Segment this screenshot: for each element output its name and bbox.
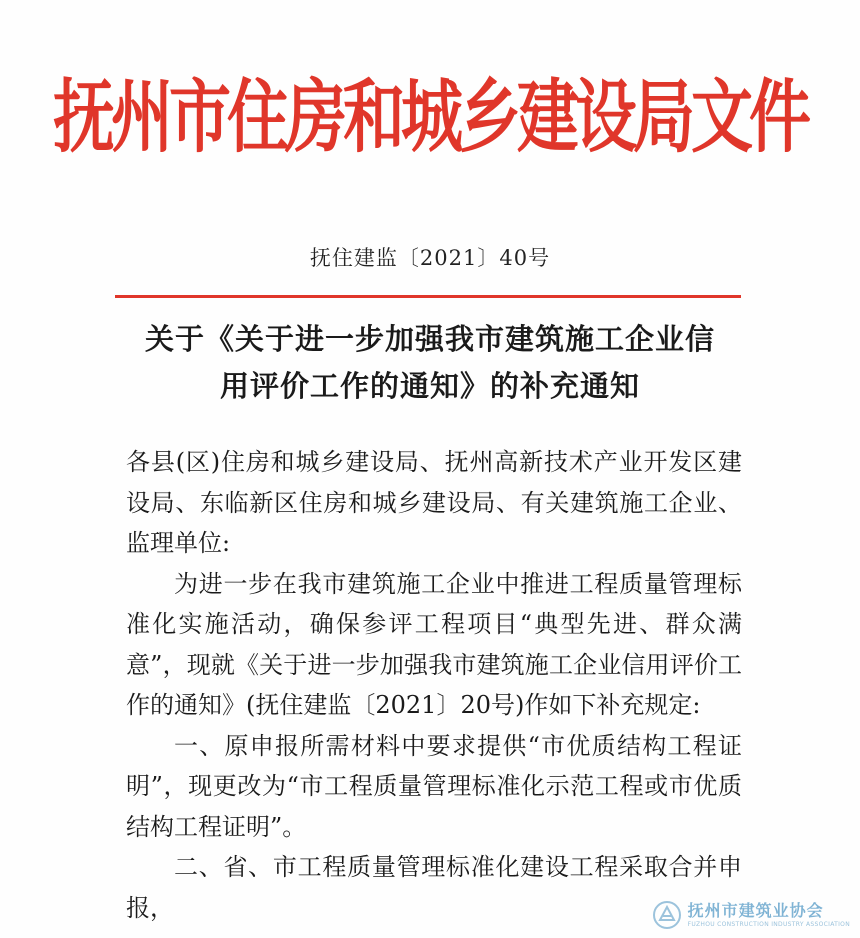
document-title-line-1: 关于《关于进一步加强我市建筑施工企业信: [144, 322, 715, 356]
body-paragraph-intro: 为进一步在我市建筑施工企业中推进工程质量管理标准化实施活动，确保参评工程项目“典型先进、群众满意”，现就《关于进一步加强我市建筑施工企业信用评价工作的通知》(抚住建监〔2021〕20号)作如下补充规定:: [126, 569, 742, 719]
association-name-cn: 抚州市建筑业协会: [687, 900, 824, 920]
association-watermark: [652, 900, 850, 930]
association-name-en: FUZHOU CONSTRUCTION INDUSTRY ASSOCIATION: [687, 920, 850, 928]
association-logo-icon: [652, 900, 682, 930]
body-paragraph-item-1: 一、原申报所需材料中要求提供“市优质结构工程证明”，现更改为“市工程质量管理标准化示范工程或市优质结构工程证明”。: [126, 731, 742, 841]
association-name: [687, 900, 850, 928]
recipients-paragraph: 各县(区)住房和城乡建设局、抚州高新技术产业开发区建设局、东临新区住房和城乡建设局、有关建筑施工企业、监理单位:: [126, 448, 742, 557]
document-number: 抚住建监〔2021〕40号: [309, 246, 551, 270]
document-title-line-2: 用评价工作的通知》的补充通知: [219, 369, 640, 403]
red-divider-line: [115, 295, 741, 298]
body-paragraph-item-2: 二、省、市工程质量管理标准化建设工程采取合并申报，: [126, 853, 742, 922]
document-header-title: 抚州市住房和城乡建设局文件: [52, 70, 807, 164]
document-body: [126, 442, 742, 928]
document-title: [110, 316, 750, 410]
